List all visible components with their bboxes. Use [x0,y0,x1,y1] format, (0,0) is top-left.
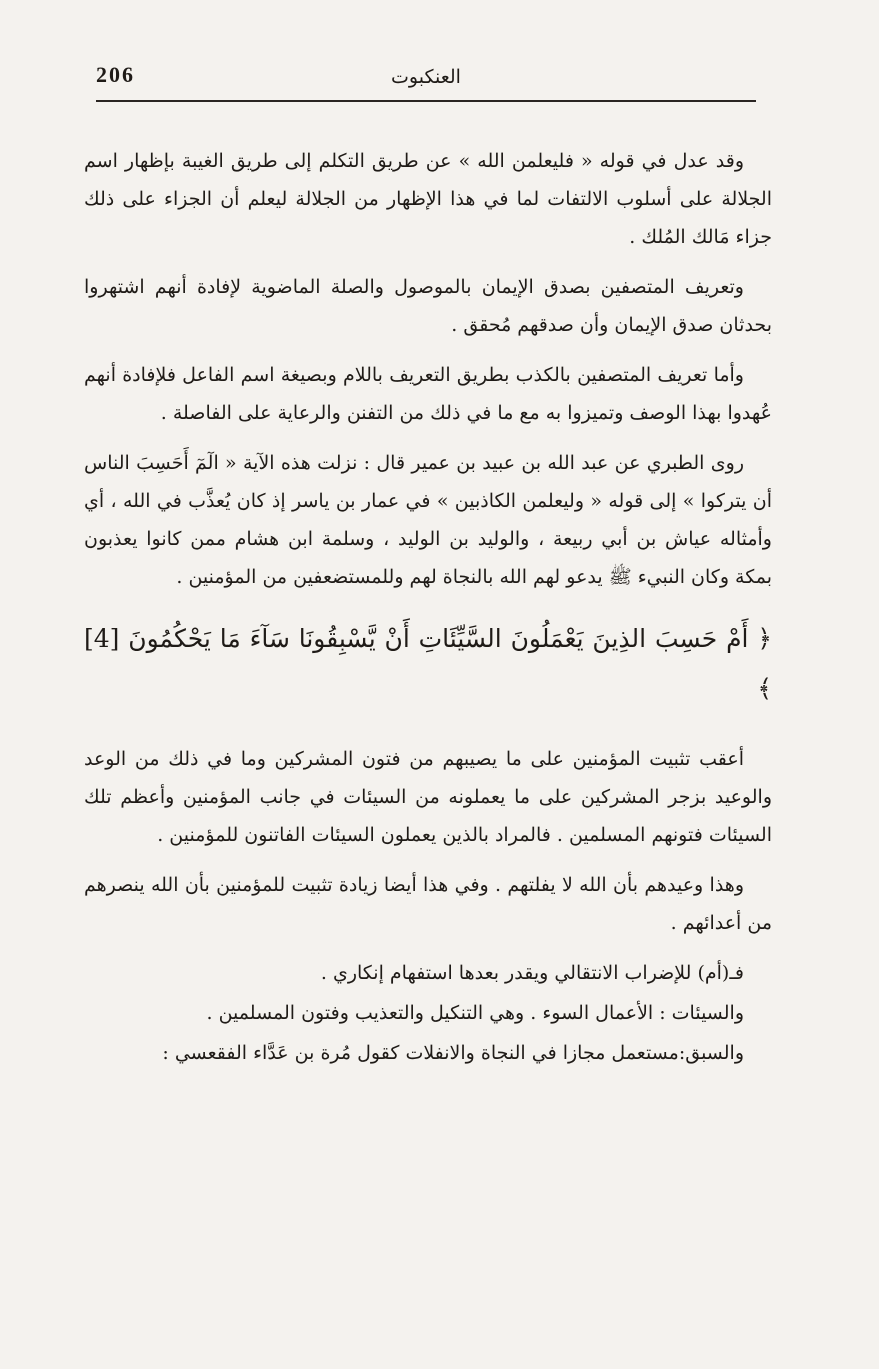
body-text [84,142,772,1074]
paragraph: وقد عدل في قوله « فليعلمن الله » عن طريق التكلم إلى طريق الغيبة بإظهار اسم الجلالة على أسلوب الالتفات لما في هذا الإظهار من الجلالة ليعلم أن الجزاء على ذلك جزاء مَالك المُلك . [84,150,772,248]
paragraph: فـ(أم) للإضراب الانتقالي ويقدر بعدها استفهام إنكاري . [320,962,744,984]
page-number: 206 [96,62,135,87]
paragraph: وأما تعريف المتصفين بالكذب بطريق التعريف باللام وبصيغة اسم الفاعل فلإفادة أنهم عُهدوا بهذا الوصف وتميزوا به مع ما في ذلك من التفنن والرعاية على الفاصلة . [84,364,772,424]
quran-verse: ﴿ أَمْ حَسِبَ الذِينَ يَعْمَلُونَ السَّيِّئَاتِ أَنْ يَّسْبِقُونَا سَآءَ مَا يَحْكُمُونَ [4] ﴾ [84,624,772,703]
chapter-title: العنكبوت [391,66,461,88]
paragraph: وتعريف المتصفين بصدق الإيمان بالموصول والصلة الماضوية لإفادة أنهم اشتهروا بحدثان صدق الإيمان وأن صدقهم مُحقق . [84,276,772,336]
paragraph: والسيئات : الأعمال السوء . وهي التنكيل والتعذيب وفتون المسلمين . [206,1002,744,1024]
paragraph: والسبق:مستعمل مجازا في النجاة والانفلات كقول مُرة بن عَدَّاء الفقعسي : [162,1042,744,1064]
paragraph: روى الطبري عن عبد الله بن عبيد بن عمير قال : نزلت هذه الآية « الٓمٓ أَحَسِبَ الناس أن يتركوا » إلى قوله « وليعلمن الكاذبين » في عمار بن ياسر إذ كان يُعذَّب في الله ، أي وأمثاله عياش بن أبي ربيعة ، والوليد بن الوليد ، وسلمة ابن هشام ممن كانوا يعذبون بمكة وكان النبيء ﷺ يدعو لهم الله بالنجاة لهم وللمستضعفين من المؤمنين . [84,452,772,588]
paragraph: وهذا وعيدهم بأن الله لا يفلتهم . وفي هذا أيضا زيادة تثبيت للمؤمنين بأن الله ينصرهم من أعدائهم . [84,874,772,934]
paragraph: أعقب تثبيت المؤمنين على ما يصيبهم من فتون المشركين وما في ذلك من الوعد والوعيد بزجر المشركين على ما يعملونه من السيئات في جانب المؤمنين وأعظم تلك السيئات فتونهم المسلمين . فالمراد بالذين يعملون السيئات الفاتنون للمؤمنين . [84,748,772,846]
running-header [96,58,756,102]
